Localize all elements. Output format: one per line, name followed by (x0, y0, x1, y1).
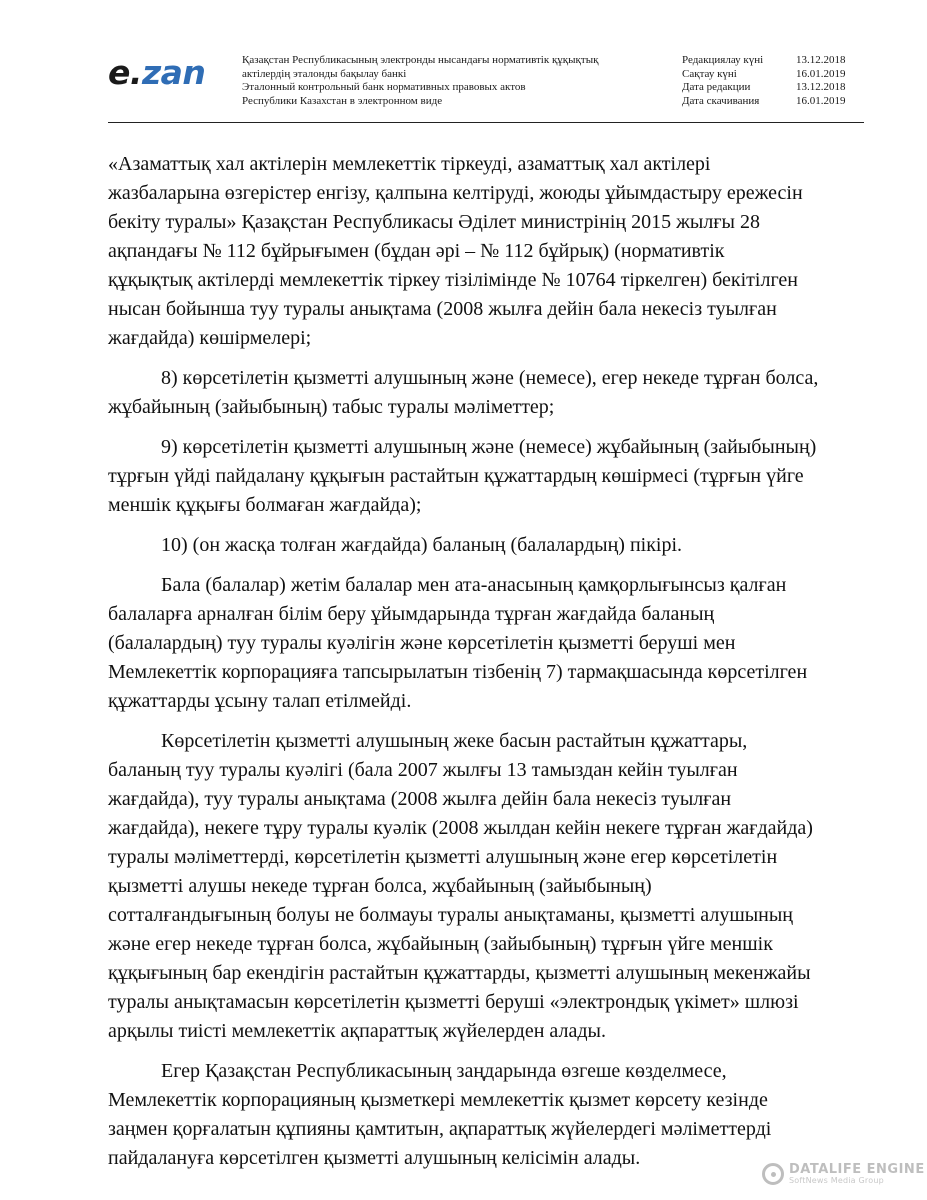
logo-zan: zan (141, 53, 206, 92)
paragraph-line: бекіту туралы» Қазақстан Республикасы Әділет министрінің 2015 жылғы 28 (108, 211, 760, 233)
body-paragraph (108, 571, 864, 716)
paragraph-line: жазбаларына өзгерістер енгізу, қалпына келтіруді, жоюды ұйымдастыру ережесін (108, 182, 803, 204)
body-paragraph (108, 531, 864, 560)
body-paragraph (108, 364, 864, 422)
paragraph-line: нысан бойынша туу туралы анықтама (2008 жылға дейін бала некесіз туылған (108, 298, 777, 320)
paragraph-line: (балалардың) туу туралы куәлігін және көрсетілетін қызметті беруші мен (108, 632, 736, 654)
paragraph-line: баланың туу туралы куәлігі (бала 2007 жылғы 13 тамыздан кейін туылған (108, 759, 738, 781)
paragraph-line: және егер некеде тұрған болса, жұбайының (зайыбының) тұрғын үйге меншік (108, 933, 773, 955)
body-paragraph (108, 150, 864, 353)
meta-value: 13.12.2018 (796, 81, 846, 93)
paragraph-line: құқықтық актілерді мемлекеттік тіркеу тізілімінде № 10764 тіркелген) бекітілген (108, 269, 798, 291)
watermark-title: DATALIFE ENGINE (789, 1162, 925, 1177)
document-body (108, 150, 864, 1184)
paragraph-line: құжаттарды ұсыну талап етілмейді. (108, 690, 412, 712)
paragraph-line: Егер Қазақстан Республикасының заңдарында өзгеше көзделмесе, (161, 1060, 727, 1082)
paragraph-line: жағдайда), туу туралы анықтама (2008 жылға дейін бала некесіз туылған (108, 788, 732, 810)
ezan-logo (108, 53, 206, 92)
logo-dot: . (129, 53, 142, 92)
paragraph-line: сотталғандығының болуы не болмауы туралы анықтаманы, қызметті алушының (108, 904, 794, 926)
body-paragraph (108, 1057, 864, 1173)
header-line: актілердің эталонды бақылау банкі (242, 67, 407, 80)
meta-row (682, 95, 864, 109)
body-paragraph (108, 727, 864, 1046)
paragraph-line: туралы мәліметтерді, көрсетілетін қызметті алушының және егер көрсетілетін (108, 846, 778, 868)
meta-row (682, 68, 864, 82)
paragraph-line: 10) (он жасқа толған жағдайда) баланың (балалардың) пікірі. (161, 534, 683, 556)
header-bank-title (242, 54, 672, 108)
paragraph-line: қызметті алушы некеде тұрған болса, жұбайының (зайыбының) (108, 875, 652, 897)
header-dates (682, 54, 864, 108)
paragraph-line: меншік құқығы болмаған жағдайда); (108, 494, 422, 516)
paragraph-line: жұбайының (зайыбының) табыс туралы мәліметтер; (108, 396, 555, 418)
paragraph-line: 8) көрсетілетін қызметті алушының және (немесе), егер некеде тұрған болса, (161, 367, 819, 389)
paragraph-line: Мемлекеттік корпорацияның қызметкері мемлекеттік қызмет көрсету кезінде (108, 1089, 768, 1111)
watermark-subtitle: SoftNews Media Group (789, 1176, 884, 1185)
paragraph-line: 9) көрсетілетін қызметті алушының және (немесе) жұбайының (зайыбының) (161, 436, 817, 458)
paragraph-line: балаларға арналған білім беру ұйымдарында тұрған жағдайда баланың (108, 603, 715, 625)
header-line: Республики Казахстан в электронном виде (242, 94, 443, 107)
paragraph-line: пайдалануға көрсетілген қызметті алушының келісімін алады. (108, 1147, 641, 1169)
paragraph-line: Бала (балалар) жетім балалар мен ата-анасының қамқорлығынсыз қалған (161, 574, 787, 596)
meta-row (682, 54, 864, 68)
paragraph-line: туралы анықтамасын көрсетілетін қызметті беруші «электрондық үкімет» шлюзі (108, 991, 799, 1013)
paragraph-line: «Азаматтық хал актілерін мемлекеттік тіркеуді, азаматтық хал актілері (108, 153, 711, 175)
meta-label: Сақтау күні (682, 67, 737, 80)
document-header (108, 50, 864, 120)
paragraph-line: ақпандағы № 112 бұйрығымен (бұдан әрі – № 112 бұйрық) (нормативтік (108, 240, 725, 262)
meta-value: 16.01.2019 (796, 94, 846, 107)
header-line: Қазақстан Республикасының электронды нысандағы нормативтік құқықтық (242, 54, 599, 66)
paragraph-line: құқығының бар екендігін растайтын құжаттарды, қызметті алушының мекенжайы (108, 962, 811, 984)
body-paragraph (108, 433, 864, 520)
paragraph-line: арқылы тиісті мемлекеттік ақпараттық жүйелерден алады. (108, 1020, 606, 1042)
datalife-logo-icon (762, 1163, 784, 1185)
meta-label: Редакциялау күні (682, 54, 764, 66)
logo-e: e (108, 53, 130, 92)
header-line: Эталонный контрольный банк нормативных правовых актов (242, 81, 526, 93)
datalife-engine-watermark (762, 1163, 925, 1185)
paragraph-line: заңмен қорғалатын құпияны қамтитын, ақпараттық жүйелердегі мәліметтерді (108, 1118, 772, 1140)
paragraph-line: тұрғын үйді пайдалану құқығын растайтын құжаттардың көшірмесі (тұрғын үйге (108, 465, 804, 487)
meta-row (682, 81, 864, 95)
paragraph-line: Мемлекеттік корпорацияға тапсырылатын тізбенің 7) тармақшасында көрсетілген (108, 661, 808, 683)
paragraph-line: жағдайда) көшірмелері; (108, 327, 312, 349)
paragraph-line: жағдайда), некеге тұру туралы куәлік (2008 жылдан кейін некеге тұрған жағдайда) (108, 817, 813, 839)
meta-label: Дата редакции (682, 81, 751, 93)
meta-value: 13.12.2018 (796, 54, 846, 66)
meta-label: Дата скачивания (682, 94, 760, 107)
paragraph-line: Көрсетілетін қызметті алушының жеке басын растайтын құжаттары, (161, 730, 748, 752)
watermark-text (789, 1163, 925, 1185)
meta-value: 16.01.2019 (796, 67, 846, 80)
header-divider (108, 122, 864, 123)
